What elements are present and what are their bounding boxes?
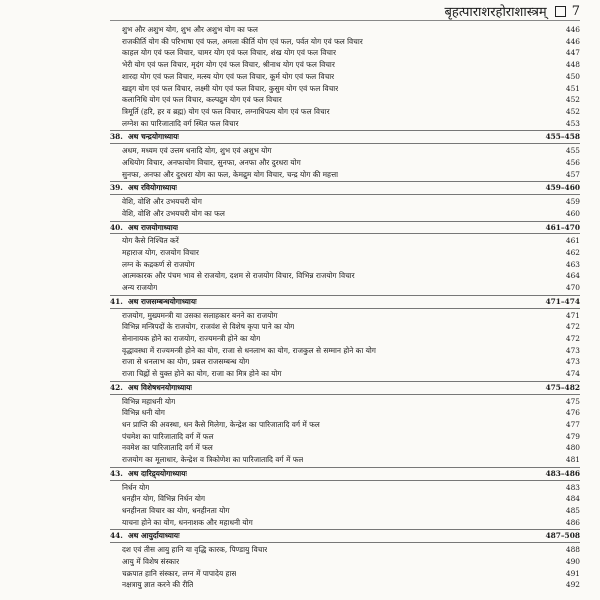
toc-entry: [110, 157, 580, 169]
entry-text: लग्न के कद्रकर्ण से राजयोग: [122, 259, 195, 269]
toc-entry: [110, 71, 580, 83]
toc-entry: [110, 407, 580, 419]
entry-text: विभिन्न मन्त्रिपदों के राजयोग, राजवंश से विशेष कृपा पाने का योग: [122, 322, 295, 332]
table-of-contents: [110, 24, 580, 591]
entry-page: 453: [565, 118, 580, 128]
toc-entry: [110, 396, 580, 408]
toc-entry: [110, 270, 580, 282]
toc-entry: [110, 208, 580, 220]
toc-entry: [110, 493, 580, 505]
entry-text: कलानिधि योग एवं फल विचार, कल्पद्रुम योग एवं फल विचार: [122, 95, 282, 105]
toc-entry: [110, 36, 580, 48]
entry-text: नक्षत्रायु ज्ञात करने की रीति: [122, 580, 194, 590]
chapter-heading: [110, 381, 580, 395]
entry-page: 462: [565, 247, 580, 257]
entry-text: काहल योग एवं फल विचार, चामर योग एवं फल विचार, शंख योग एवं फल विचार: [122, 48, 336, 58]
toc-entry: [110, 282, 580, 294]
entry-page: 488: [565, 545, 580, 555]
chapter-title: अथ आयुर्दायाध्यायः: [128, 531, 180, 541]
entry-page: 472: [565, 322, 580, 332]
toc-entry: [110, 310, 580, 322]
entry-text: अन्य राजयोग: [122, 283, 158, 293]
entry-text: राजयोग का मूलाधार, केन्द्रेश व त्रिकोणेश का पारिजातादि वर्ग में फल: [122, 455, 304, 465]
entry-page: 491: [565, 568, 580, 578]
toc-entry: [110, 235, 580, 247]
toc-entry: [110, 259, 580, 271]
entry-text: धन प्राप्ति की अवस्था, धन कैसे मिलेगा, केन्द्रेश का पारिजातादि वर्ग में फल: [122, 420, 320, 429]
toc-entry: [110, 431, 580, 443]
chapter-title: अथ रवियोगाध्यायः: [128, 183, 178, 193]
toc-entry: [110, 94, 580, 106]
toc-entry: [110, 579, 580, 591]
entry-page: 471: [565, 310, 580, 320]
toc-entry: [110, 247, 580, 259]
toc-entry: [110, 505, 580, 517]
toc-entry: [110, 345, 580, 357]
toc-entry: [110, 544, 580, 556]
toc-entry: [110, 59, 580, 71]
entry-text: खड्ग योग एवं फल विचार, लक्ष्मी योग एवं फल विचार, कुसुम योग एवं फल विचार: [122, 83, 339, 93]
entry-page: 452: [565, 95, 580, 105]
entry-text: विभिन्न धनी योग: [122, 408, 165, 418]
entry-page: 475: [565, 396, 580, 406]
chapter-number: 41.: [110, 296, 123, 306]
chapter-heading: [110, 130, 580, 144]
chapter-page-range: 461–470: [545, 222, 580, 232]
chapter-number: 40.: [110, 222, 123, 232]
book-title: बृहत्पाराशरहोराशास्त्रम्: [444, 5, 547, 20]
entry-text: धनहीनता विचार का योग, धनहीनता योग: [122, 506, 230, 516]
entry-text: महाराज योग, राजयोग विचार: [122, 247, 199, 257]
toc-entry: [110, 356, 580, 368]
chapter-number: 38.: [110, 132, 123, 142]
toc-entry: [110, 482, 580, 494]
entry-page: 452: [565, 107, 580, 117]
chapter-title: अथ राजयोगाध्यायः: [128, 222, 179, 232]
entry-text: राजा चिह्नों से युक्त होने का योग, राजा का मित्र होने का योग: [122, 369, 282, 379]
entry-page: 447: [565, 48, 580, 58]
toc-entry: [110, 24, 580, 36]
entry-page: 472: [565, 333, 580, 343]
entry-text: वेशि, वोशि और उभयचरी योग का फल: [122, 208, 225, 218]
toc-entry: [110, 568, 580, 580]
chapter-heading: [110, 467, 580, 481]
entry-text: राजयोग, मुख्यमन्त्री या उसका सलाहकार बनने का राजयोग: [122, 310, 278, 320]
entry-page: 455: [565, 146, 580, 156]
entry-page: 470: [565, 283, 580, 293]
toc-entry: [110, 368, 580, 380]
toc-entry: [110, 145, 580, 157]
chapter-heading: [110, 529, 580, 543]
entry-text: दश एवं तीस आयु हानि या वृद्धि कारक, पिण्डायु विचार: [122, 545, 268, 555]
entry-page: 457: [565, 169, 580, 179]
entry-page: 492: [565, 580, 580, 590]
entry-page: 460: [565, 208, 580, 218]
chapter-page-range: 483–486: [545, 468, 580, 478]
entry-text: पंचमेश का पारिजातादि वर्ग में फल: [122, 431, 214, 441]
toc-entry: [110, 333, 580, 345]
page-number: 7: [571, 3, 580, 19]
chapter-page-range: 475–482: [545, 382, 580, 392]
chapter-page-range: 471–474: [545, 296, 580, 306]
toc-entry: [110, 517, 580, 529]
chapter-number: 43.: [110, 468, 123, 478]
entry-page: 463: [565, 259, 580, 269]
chapter-title: अथ दारिद्र्ययोगाध्यायः: [128, 468, 187, 478]
entry-text: अधम, मध्यम एवं उत्तम धनादि योग, शुभ एवं अशुभ योग: [122, 146, 272, 156]
header-rule: [110, 20, 580, 21]
entry-page: 450: [565, 71, 580, 81]
entry-page: 477: [565, 420, 580, 429]
entry-page: 479: [565, 431, 580, 441]
entry-text: धनहीन योग, विभिन्न निर्धन योग: [122, 494, 206, 504]
chapter-number: 42.: [110, 382, 123, 392]
entry-page: 451: [565, 83, 580, 93]
entry-text: चक्रपात हानि संस्कार, लग्न में पापादेय हास: [122, 568, 237, 578]
entry-page: 474: [565, 369, 580, 379]
toc-entry: [110, 118, 580, 130]
chapter-page-range: 459–460: [545, 183, 580, 193]
entry-text: याचना होने का योग, धननाशक और महाधनी योग: [122, 517, 253, 527]
entry-page: 485: [565, 506, 580, 516]
chapter-heading: [110, 295, 580, 309]
chapter-page-range: 455–458: [545, 132, 580, 142]
toc-entry: [110, 47, 580, 59]
entry-page: 480: [565, 443, 580, 453]
entry-text: लग्नेश का पारिजातादि वर्ग स्थित फल विचार: [122, 118, 239, 128]
toc-entry: [110, 454, 580, 466]
entry-page: 490: [565, 556, 580, 566]
entry-text: विभिन्न महाधनी योग: [122, 396, 176, 406]
entry-page: 448: [565, 60, 580, 70]
entry-page: 464: [565, 271, 580, 281]
toc-entry: [110, 442, 580, 454]
square-ornament-icon: [555, 6, 566, 17]
toc-entry: [110, 556, 580, 568]
chapter-page-range: 487–508: [545, 531, 580, 541]
entry-page: 476: [565, 408, 580, 418]
entry-text: भेरी योग एवं फल विचार, मृदंग योग एवं फल विचार, श्रीनाथ योग एवं फल विचार: [122, 60, 335, 70]
toc-entry: [110, 196, 580, 208]
entry-text: त्रिमूर्ति (हरि, हर व ब्रह्म) योग एवं फल विचार, लग्नाधिपत्य योग एवं फल विचार: [122, 107, 330, 117]
entry-page: 473: [565, 357, 580, 367]
entry-page: 446: [565, 25, 580, 34]
entry-text: आत्मकारक और पंचम भाव से राजयोग, दशम से राजयोग विचार, विभिन्न राजयोग विचार: [122, 271, 355, 281]
entry-text: राजकीर्ति योग की परिभाषा एवं फल, अमला कीर्ति योग एवं फल, पर्वत योग एवं फल विचार: [122, 36, 363, 46]
entry-text: अधियोग विचार, अनफायोग विचार, सुनफा, अनफा और दुरधरा योग: [122, 157, 301, 167]
chapter-title: अथ विशेषधनयोगाध्यायः: [128, 382, 192, 392]
entry-page: 461: [565, 236, 580, 246]
entry-page: 446: [565, 36, 580, 46]
entry-page: 473: [565, 345, 580, 355]
entry-page: 486: [565, 517, 580, 527]
entry-page: 459: [565, 197, 580, 207]
entry-text: नवमेश का पारिजातादि वर्ग में फल: [122, 443, 213, 453]
chapter-heading: [110, 181, 580, 195]
toc-entry: [110, 83, 580, 95]
toc-entry: [110, 106, 580, 118]
entry-text: शुभ और अशुभ योग, शुभ और अशुभ योग का फल: [122, 25, 258, 34]
entry-text: शारदा योग एवं फल विचार, मत्स्य योग एवं फल विचार, कूर्म योग एवं फल विचार: [122, 71, 335, 81]
entry-text: आयु में विशेष संस्कार: [122, 556, 180, 566]
entry-text: सुनफा, अनफा और दुरधरा योग का फल, केमद्रुम योग विचार, चन्द्र योग की महत्ता: [122, 169, 339, 179]
entry-page: 484: [565, 494, 580, 504]
toc-entry: [110, 169, 580, 181]
chapter-title: अथ चन्द्रयोगाध्यायः: [128, 132, 179, 142]
chapter-number: 39.: [110, 183, 123, 193]
entry-page: 481: [565, 455, 580, 465]
chapter-title: अथ राजसम्बन्धयोगाध्यायः: [128, 296, 197, 306]
entry-text: योग कैसे निश्चित करें: [122, 236, 179, 246]
entry-text: राजा से धनलाभ का योग, प्रबल राजसम्बन्ध योग: [122, 357, 250, 367]
entry-text: वेशि, वोशि और उभयचरी योग: [122, 197, 202, 207]
chapter-heading: [110, 221, 580, 235]
toc-entry: [110, 419, 580, 431]
chapter-number: 44.: [110, 531, 123, 541]
entry-text: वृद्धावस्था में राज्यमन्त्री होने का योग, राजा से धनलाभ का योग, राजकुल से सम्मान होने का योग: [122, 345, 376, 355]
entry-page: 456: [565, 157, 580, 167]
entry-text: निर्धन योग: [122, 482, 150, 492]
page-header: [445, 2, 581, 20]
entry-text: सेनानायक होने का राजयोग, राज्यमन्त्री होने का योग: [122, 333, 261, 343]
entry-page: 483: [565, 482, 580, 492]
toc-entry: [110, 321, 580, 333]
